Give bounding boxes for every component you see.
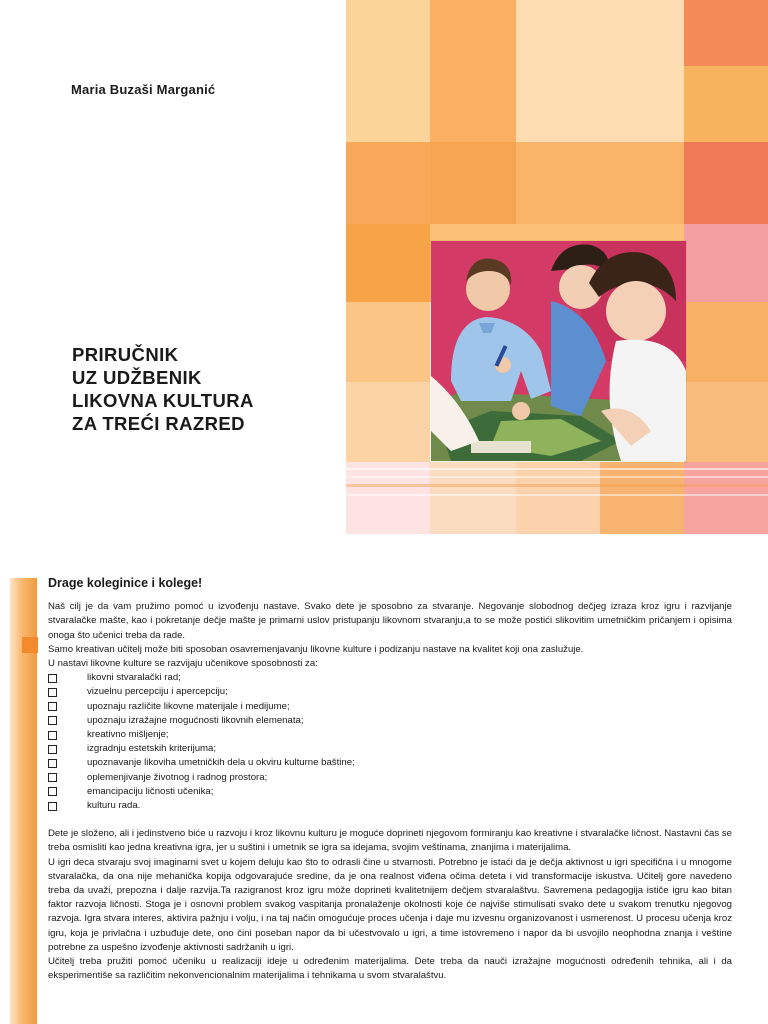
mosaic-tile: [346, 462, 430, 534]
mosaic-stripe: [346, 468, 768, 470]
book-title: [72, 343, 254, 435]
mosaic-tile: [684, 224, 768, 302]
list-item: [48, 771, 732, 785]
checkbox-icon: [48, 688, 57, 697]
checkbox-icon: [48, 674, 57, 683]
paragraph: U igri deca stvaraju svoj imaginarni svet u kojem deluju kao što to odrasli čine u stvarnosti. Potrebno je istaći da je dečja aktivnost u igri specifična i u mnogome stvaralačka, da ona nije mehanička kopija odgovarajuće sredine, da je ona realnost viđena očima deteta i vid transformacije iskustva. Učitelj gore navedeno treba da uvaži, prepozna i dalje razvija.Ta razigranost kroz igru može doprineti kvalitetnijem dečjem stvaralaštvu. Savremena pedagogija ističe igru kao bitan faktor razvoja ličnosti. Stoga je i osnovni problem svakog vaspitanja pronalaženje okolnosti koje će najviše stimulisati svako dete u svakom trenutku njegovog razvoja. Igra stvara interes, aktivira pažnju i volju, i na taj način omogućuje proces učenja i daje mu izvesnu organizovanost i usmerenost. U procesu učenja kroz igru, koja je privlačna i uzbuđuje dete, ono čini poseban napor da bi učestvovalo u igri, a time istovremeno i napor da bi usvojilo neophodna znanja i veštine potrebne za uspešno izvođenje aktivnosti sadržanih u igri.: [48, 856, 732, 953]
sidebar-accent-square: [22, 637, 38, 653]
mosaic-tile: [346, 224, 430, 302]
mosaic-tile: [684, 142, 768, 224]
list-item-text: kulturu rada.: [87, 799, 141, 811]
mosaic-stripe: [346, 494, 768, 496]
title-line: ZA TREĆI RAZRED: [72, 413, 245, 434]
title-line: UZ UDŽBENIK: [72, 367, 202, 388]
mosaic-stripe: [346, 484, 768, 487]
list-item-text: upoznaju izražajne mogućnosti likovnih elemenata;: [87, 714, 304, 726]
list-item-text: vizuelnu percepciju i apercepciju;: [87, 686, 228, 698]
checkbox-icon: [48, 702, 57, 711]
checkbox-icon: [48, 716, 57, 725]
paragraph: Učitelj treba pružiti pomoć učeniku u realizaciji ideje u određenim materijalima. Dete treba da nauči izražajne mogućnosti određenih tehnika, ali i da eksperimentiše sa različitim nekonvencionalnim materijalima i tehnikama u svom stvaralaštvu.: [48, 955, 732, 982]
list-item-text: izgradnju estetskih kriterijuma;: [87, 743, 217, 755]
list-item: [48, 756, 732, 770]
mosaic-tile: [430, 462, 516, 534]
mosaic-tile: [346, 0, 430, 142]
author-name: Maria Buzaši Marganić: [71, 82, 216, 97]
mosaic-tile: [600, 462, 684, 534]
list-item: [48, 785, 732, 799]
mosaic-tile: [430, 0, 516, 142]
list-item-text: upoznaju različite likovne materijale i medijume;: [87, 700, 290, 712]
letter-heading: Drage koleginice i kolege!: [48, 576, 203, 590]
list-item-text: oplemenjivanje životnog i radnog prostora;: [87, 771, 268, 783]
paragraph: Naš cilj je da vam pružimo pomoć u izvođenju nastave. Svako dete je sposobno za stvaranje. Negovanje slobodnog dečjeg izraza kroz igru i razvijanje stvaralačke mašte, kao i pokretanje dečje mašte je primarni uslov pristupanju likovnom stvaranju,a to se može postići slikovitim umetničkim pričanjem i opisima onoga što učenici treba da rade.: [48, 601, 732, 641]
list-item: [48, 728, 732, 742]
mosaic-tile: [516, 142, 684, 224]
list-item: [48, 700, 732, 714]
list-item: [48, 799, 732, 813]
mosaic-tile: [430, 142, 516, 224]
list-item-text: emancipaciju ličnosti učenika;: [87, 785, 214, 797]
letter-content: [48, 576, 732, 983]
list-item-text: likovni stvaralački rad;: [87, 672, 181, 684]
checkbox-icon: [48, 773, 57, 782]
checkbox-icon: [48, 731, 57, 740]
mosaic-tile: [684, 462, 768, 534]
mosaic-tile: [516, 462, 600, 534]
list-item-text: upoznavanje likoviha umetničkih dela u okviru kulturne baštine;: [87, 757, 355, 769]
list-item: [48, 671, 732, 685]
mosaic-stripe: [346, 476, 768, 478]
title-line: LIKOVNA KULTURA: [72, 390, 254, 411]
checkbox-icon: [48, 802, 57, 811]
list-item-text: kreativno mišljenje;: [87, 728, 169, 740]
mosaic-tile: [346, 142, 430, 224]
mosaic-tile: [684, 0, 768, 66]
list-item: [48, 742, 732, 756]
list-item: [48, 714, 732, 728]
mosaic-tile: [346, 302, 430, 382]
paragraph: Samo kreativan učitelj može biti sposoban osavremenjavanju likovne kulture i podizanju nastave na kvalitet koji ona zaslužuje.: [48, 643, 584, 655]
list-item: [48, 685, 732, 699]
abilities-list: [48, 671, 732, 813]
mosaic-tile: [684, 302, 768, 382]
mosaic-tile: [684, 382, 768, 462]
mosaic-tile: [346, 382, 430, 462]
checkbox-icon: [48, 745, 57, 754]
paragraph: Dete je složeno, ali i jedinstveno biće u razvoju i kroz likovnu kulturu je moguće doprineti njegovom formiranju kao kreativne i stvaralačke ličnost. Nastavni čas se treba osmisliti kao jedna kreativna igra, jer u suštini i umetnik se igra sa idejama, svojim veštinama, znanjima i materijalima.: [48, 828, 732, 854]
cover-photo: [431, 241, 686, 461]
checkbox-icon: [48, 787, 57, 796]
title-line: PRIRUČNIK: [72, 344, 179, 365]
spacer: [48, 813, 732, 827]
paragraph: U nastavi likovne kulture se razvijaju učenikove sposobnosti za:: [48, 658, 318, 670]
checkbox-icon: [48, 759, 57, 768]
mosaic-tile: [516, 0, 684, 142]
mosaic-tile: [684, 66, 768, 142]
